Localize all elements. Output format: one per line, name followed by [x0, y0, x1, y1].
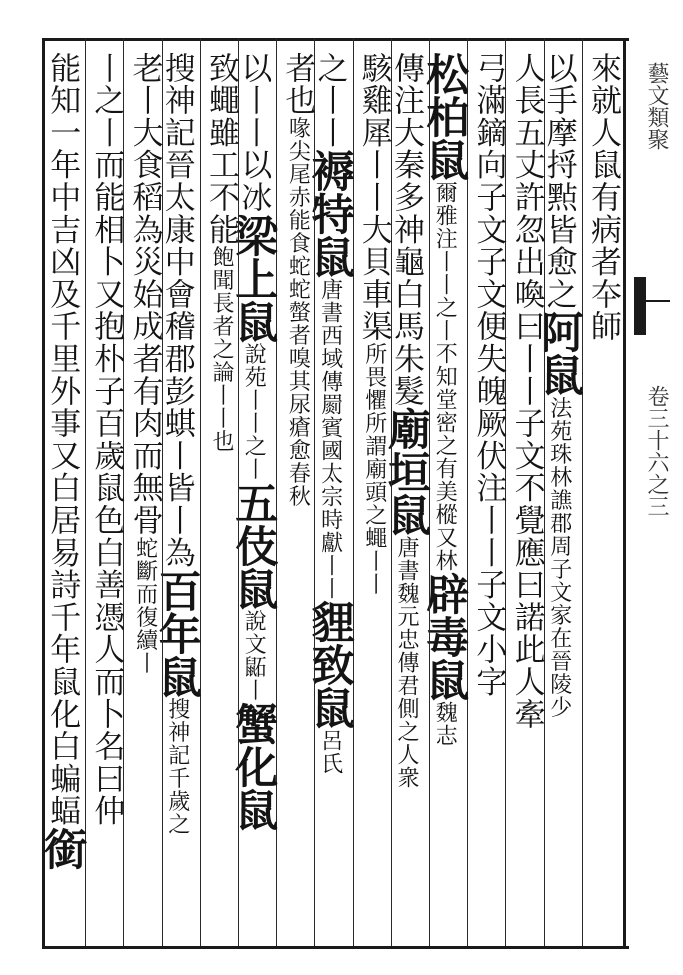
annotation-text: 搜神記千歲之	[164, 697, 190, 836]
right-border	[623, 38, 626, 946]
annotation-text: 丨丨也	[208, 383, 234, 453]
entry-heading: 松柏鼠	[419, 52, 470, 181]
annotation-text: 魏志	[432, 701, 458, 747]
entry-heading: 五伎鼠	[228, 480, 279, 610]
text-column	[151, 52, 202, 836]
entry-heading: 梁上鼠	[228, 213, 279, 343]
annotation-text: 呂氏	[317, 728, 343, 775]
body-text: 人長五丈許忽出喚曰丨丨子文不覺應曰諾此人牽	[508, 52, 545, 731]
body-text: 駭雞犀丨丨大貝車渠	[355, 52, 392, 343]
text-column	[202, 52, 239, 453]
annotation-text: 說苑丨丨之丨	[241, 342, 267, 481]
annotation-text: 唐書魏元忠傳君側之人衆	[393, 536, 419, 790]
entry-heading: 百年鼠	[151, 568, 202, 698]
text-column	[584, 52, 621, 343]
body-text: 搜神記晉太康中會稽郡彭蜞丨皆丨為	[158, 52, 195, 569]
body-text: 以丨丨以冰	[235, 52, 272, 214]
annotation-text: 蛇斷而復續丨	[132, 536, 158, 675]
text-column	[88, 52, 125, 828]
body-text: 之丨丨	[311, 52, 348, 149]
annotation-text: 說文鼫丨	[241, 609, 267, 702]
body-text: 丨之丨而能相卜又抱朴子百歲鼠色白善憑人而卜名曰仲	[88, 52, 125, 828]
body-text: 傳注大秦多神龜白馬朱髮	[387, 52, 424, 408]
annotation-text: 飽聞長者之論	[208, 245, 234, 384]
annotation-text: 唐書西域傳罽賓國太宗時獻丨丨	[317, 277, 343, 600]
column-rule	[582, 38, 583, 946]
text-column	[279, 52, 316, 508]
body-text: 弓滿鏑向子文子文便失魄厥伏注丨丨子文小字	[470, 52, 507, 698]
entry-heading: 蟹化鼠	[228, 701, 279, 831]
body-text: 致蠅雖工不能	[202, 52, 239, 246]
text-column	[470, 52, 507, 698]
text-column	[380, 52, 431, 790]
column-rule	[85, 38, 86, 946]
annotation-text: 法苑珠林譙郡周子文家在晉陵少	[546, 396, 572, 719]
entry-heading: 貍致鼠	[304, 599, 355, 729]
entry-heading: 褥特鼠	[304, 148, 355, 278]
text-column	[126, 52, 163, 675]
annotation-text: 喙尖尾赤能食蛇蛇螫者嗅其尿瘡愈	[285, 116, 311, 462]
entry-heading: 銜	[37, 827, 88, 871]
entry-heading: 廟垣鼠	[380, 407, 431, 537]
text-column	[37, 52, 88, 871]
text-column	[228, 52, 279, 831]
margin-section: 卷三十六之三	[644, 385, 669, 517]
margin-title: 藝文類聚	[644, 62, 669, 150]
fold-line	[640, 300, 670, 302]
text-column	[304, 52, 355, 775]
annotation-text: 春秋	[285, 461, 311, 508]
text-column	[508, 52, 545, 731]
body-text: 老丨大食稻為災始成者有肉而無骨	[126, 52, 163, 537]
column-rule	[314, 38, 315, 946]
fold-mark	[634, 277, 646, 335]
body-text: 以手摩捋㸃皆愈之	[540, 52, 577, 311]
body-text: 者也	[279, 52, 316, 117]
annotation-text: 爾雅注丨丨之丨不知堂密之有美樅又林	[432, 181, 458, 572]
text-column	[355, 52, 392, 596]
entry-heading: 辟毒鼠	[419, 572, 470, 701]
annotation-text: 所畏懼所謂廟頭之蠅丨丨	[361, 342, 387, 596]
body-text: 來就人鼠有病者夲師	[584, 52, 621, 343]
text-column	[533, 52, 584, 719]
column-rule	[200, 38, 201, 946]
text-column	[419, 52, 470, 747]
body-text: 能知一年中吉凶及千里外事又白居易詩千年鼠化白蝙蝠	[44, 52, 81, 828]
entry-heading: 阿鼠	[533, 310, 584, 397]
